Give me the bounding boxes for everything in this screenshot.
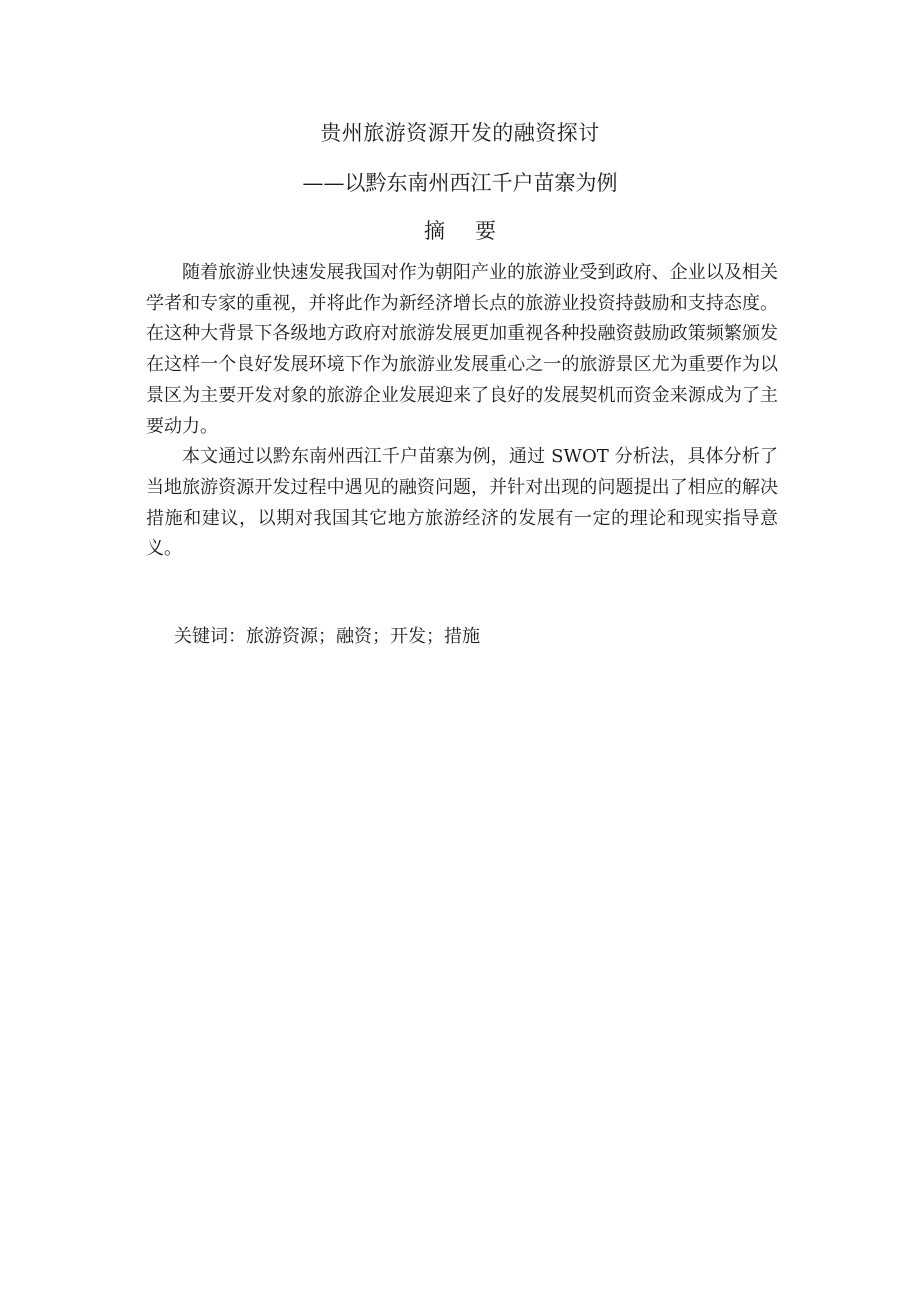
abstract-heading-char-2: 要: [475, 219, 496, 243]
abstract-paragraph-2: 本文通过以黔东南州西江千户苗寨为例，通过 SWOT 分析法，具体分析了当地旅游资源开发过程中遇见的融资问题，并针对出现的问题提出了相应的解决措施和建议，以期对我国其它地方旅游经济的发展有一定的理论和现实指导意义。: [146, 446, 778, 560]
keywords-line: 关键词：旅游资源；融资；开发；措施: [174, 626, 480, 647]
abstract-paragraph-1: 随着旅游业快速发展我国对作为朝阳产业的旅游业受到政府、企业以及相关学者和专家的重视，并将此作为新经济增长点的旅游业投资持鼓励和支持态度。在这种大背景下各级地方政府对旅游发展更加重视各种投融资鼓励政策频繁颁发在这样一个良好发展环境下作为旅游业发展重心之一的旅游景区尤为重要作为以景区为主要开发对象的旅游企业发展迎来了良好的发展契机而资金来源成为了主要动力。: [146, 262, 778, 437]
document-title: 贵州旅游资源开发的融资探讨: [320, 121, 600, 145]
abstract-body: [146, 258, 778, 565]
abstract-heading-char-1: 摘: [424, 219, 445, 243]
abstract-heading: [0, 216, 920, 246]
document-subtitle: ——以黔东南州西江千户苗寨为例: [302, 171, 618, 195]
